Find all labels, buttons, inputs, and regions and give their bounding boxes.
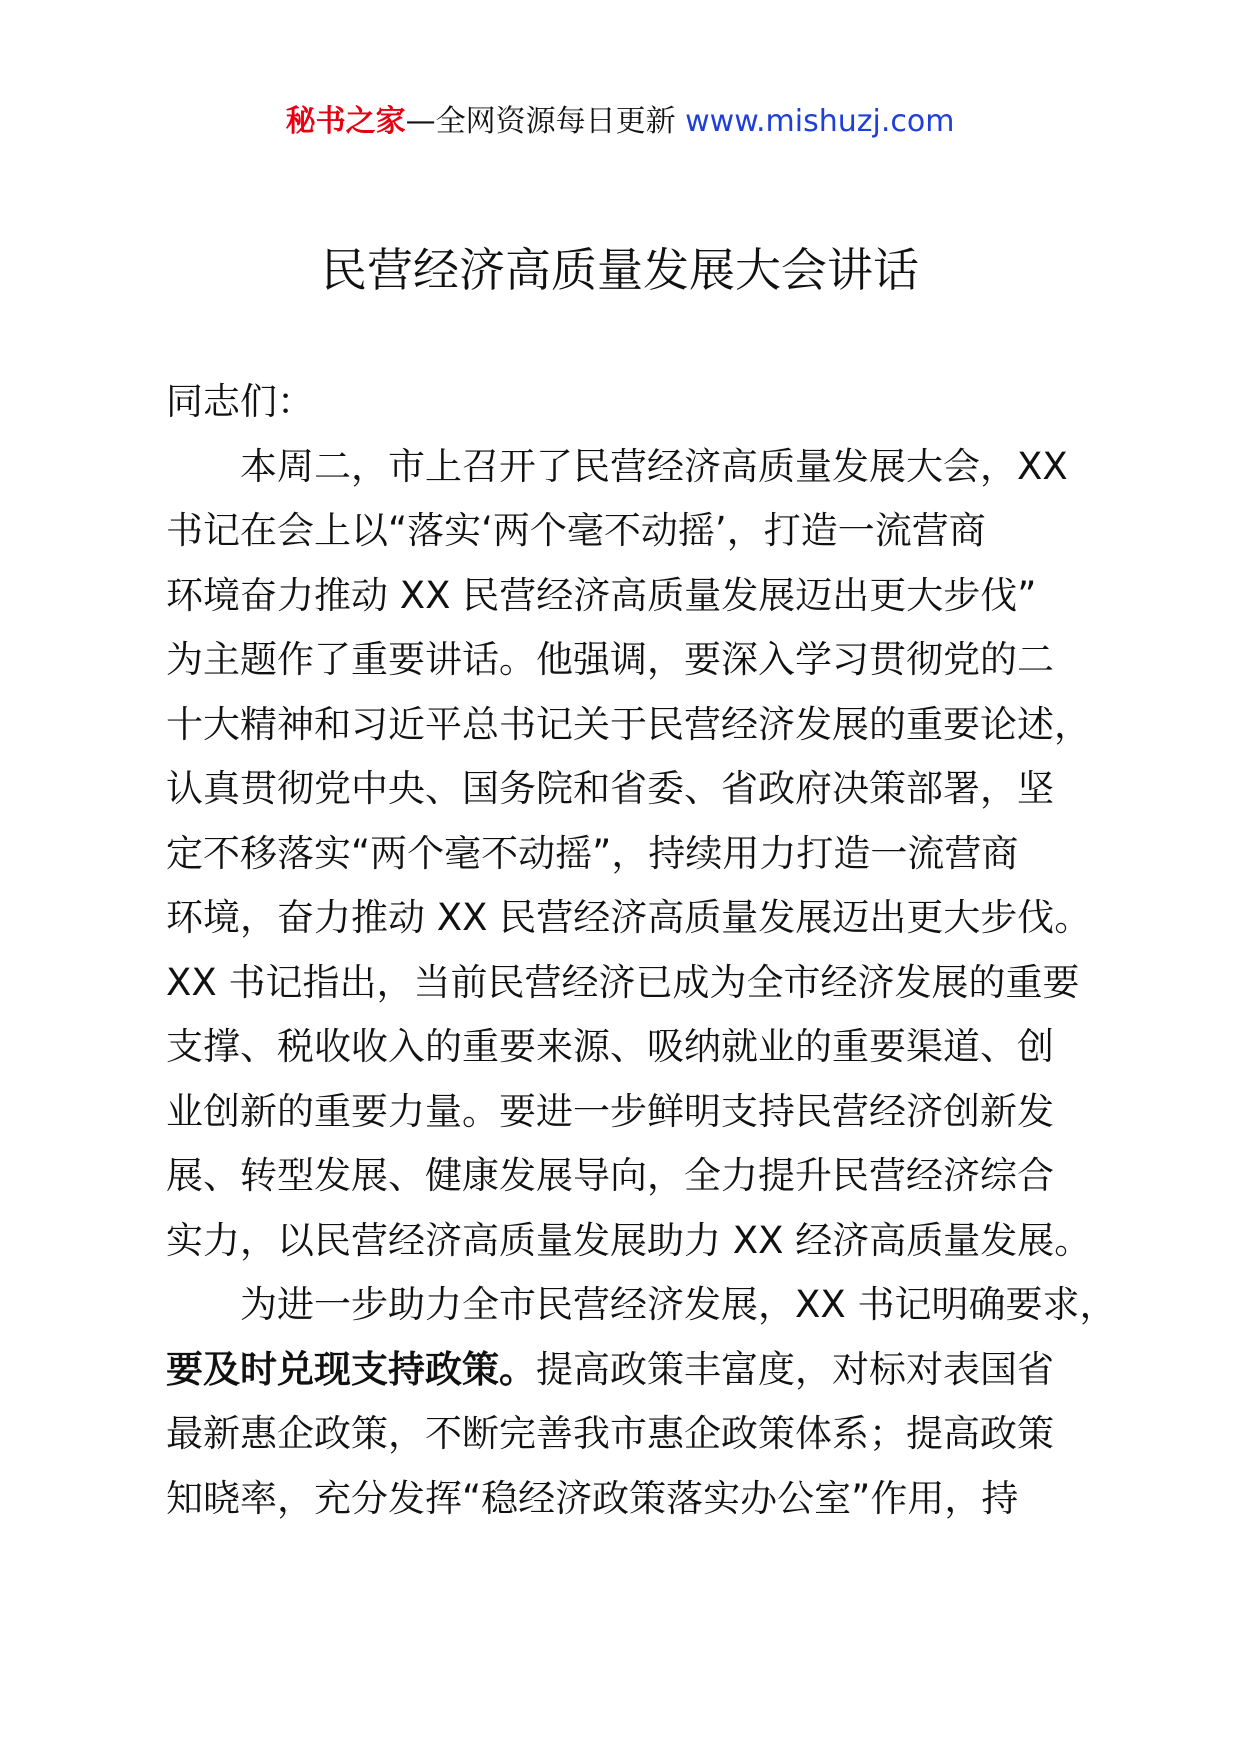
paragraph-line: 十大精神和习近平总书记关于民营经济发展的重要论述， [166, 702, 1091, 746]
site-url-link[interactable]: www.mishuzj.com [685, 104, 955, 139]
paragraph-line: 展、转型发展、健康发展导向，全力提升民营经济综合 [166, 1154, 1054, 1197]
document-title: 民营经济高质量发展大会讲话 [321, 243, 919, 297]
line-rest-text: 提高政策丰富度，对标对表国省 [536, 1347, 1054, 1391]
paragraph-line: 环境奋力推动 XX 民营经济高质量发展迈出更大步伐” [166, 573, 1037, 617]
paragraph-line: 书记在会上以“落实‘两个毫不动摇’，打造一流营商 [166, 509, 986, 552]
paragraph-line: 业创新的重要力量。要进一步鲜明支持民营经济创新发 [166, 1089, 1054, 1133]
paragraph-line: 定不移落实“两个毫不动摇”，持续用力打造一流营商 [166, 831, 1019, 875]
paragraph-line: 本周二，市上召开了民营经济高质量发展大会，XX [240, 444, 1068, 488]
header-tagline: —全网资源每日更新 [405, 104, 676, 139]
paragraph-line: 最新惠企政策，不断完善我市惠企政策体系；提高政策 [166, 1412, 1054, 1455]
brand-name: 秘书之家 [285, 104, 406, 139]
site-header [0, 100, 1240, 144]
paragraph-line: 实力，以民营经济高质量发展助力 XX 经济高质量发展。 [166, 1218, 1092, 1262]
paragraph-line: 为进一步助力全市民营经济发展，XX 书记明确要求， [240, 1283, 1117, 1326]
salutation: 同志们： [166, 380, 314, 423]
document-body [166, 370, 1126, 1531]
paragraph-line: XX 书记指出，当前民营经济已成为全市经济发展的重要 [166, 960, 1080, 1004]
paragraph-line: 环境，奋力推动 XX 民营经济高质量发展迈出更大步伐。 [166, 896, 1092, 939]
paragraph-line: 为主题作了重要讲话。他强调，要深入学习贯彻党的二 [166, 638, 1054, 681]
bold-lead-text: 要及时兑现支持政策。 [166, 1347, 536, 1391]
paragraph-line: 认真贯彻党中央、国务院和省委、省政府决策部署，坚 [166, 767, 1054, 810]
paragraph-line: 支撑、税收收入的重要来源、吸纳就业的重要渠道、创 [166, 1025, 1054, 1068]
paragraph-line-with-bold-lead [166, 1338, 1126, 1403]
paragraph-line: 知晓率，充分发挥“稳经济政策落实办公室”作用，持 [166, 1476, 1019, 1520]
